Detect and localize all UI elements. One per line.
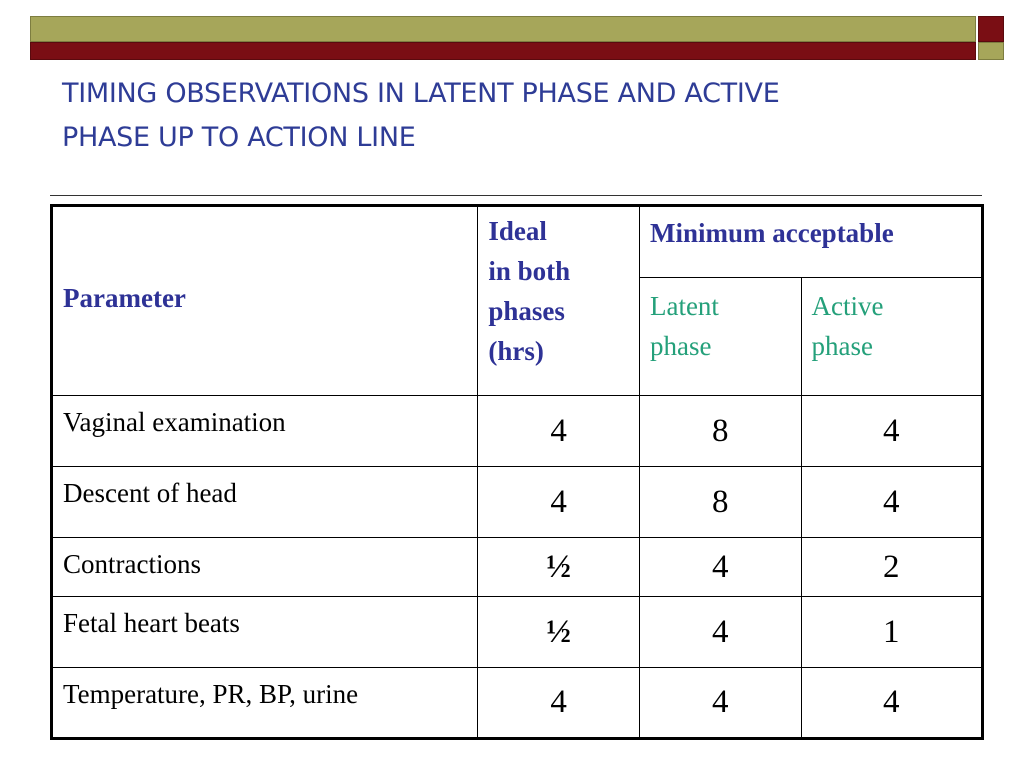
row-ideal-value: 4 [478,396,640,467]
header-active-phase [801,278,982,396]
header-parameter-label: Parameter [63,282,186,313]
table-row [52,467,983,538]
row-ideal-value: ½ [478,538,640,597]
slide-title [62,72,962,160]
header-latent-phase [639,278,801,396]
row-active-value: 4 [801,467,982,538]
decorative-square-olive [978,42,1004,60]
row-latent-value: 4 [639,597,801,668]
row-parameter: Contractions [52,538,478,597]
row-parameter: Temperature, PR, BP, urine [52,668,478,739]
row-active-value: 2 [801,538,982,597]
row-ideal-value: 4 [478,668,640,739]
row-latent-value: 8 [639,396,801,467]
title-divider [50,195,982,196]
row-parameter: Fetal heart beats [52,597,478,668]
header-latent-line-2: phase [649,331,712,361]
table-row [52,668,983,739]
header-ideal-line-3: phases [488,296,565,326]
header-active-line-2: phase [811,331,873,361]
table-row [52,597,983,668]
header-minimum-acceptable-label: Minimum acceptable [649,218,894,248]
header-parameter [52,206,478,396]
header-active-line-1: Active [811,291,884,321]
row-ideal-value: ½ [478,597,640,668]
row-ideal-value: 4 [478,467,640,538]
row-parameter: Descent of head [52,467,478,538]
title-line-1: TIMING OBSERVATIONS IN LATENT PHASE AND ACTIVE [62,78,780,109]
row-parameter: Vaginal examination [52,396,478,467]
decorative-bar-maroon [30,42,976,60]
row-latent-value: 4 [639,538,801,597]
header-ideal-line-2: in both [488,256,571,286]
decorative-bar-olive [30,16,976,42]
row-active-value: 1 [801,597,982,668]
title-line-2: PHASE UP TO ACTION LINE [62,122,416,153]
header-latent-line-1: Latent [649,291,719,321]
row-active-value: 4 [801,668,982,739]
header-ideal [478,206,640,396]
table-row [52,396,983,467]
header-row [52,206,983,278]
row-active-value: 4 [801,396,982,467]
table-row [52,538,983,597]
row-latent-value: 8 [639,467,801,538]
header-ideal-line-4: (hrs) [488,336,544,366]
row-latent-value: 4 [639,668,801,739]
decorative-square-maroon [978,16,1004,42]
timing-table [50,204,984,740]
header-ideal-line-1: Ideal [488,216,547,246]
header-minimum-acceptable [639,206,982,278]
